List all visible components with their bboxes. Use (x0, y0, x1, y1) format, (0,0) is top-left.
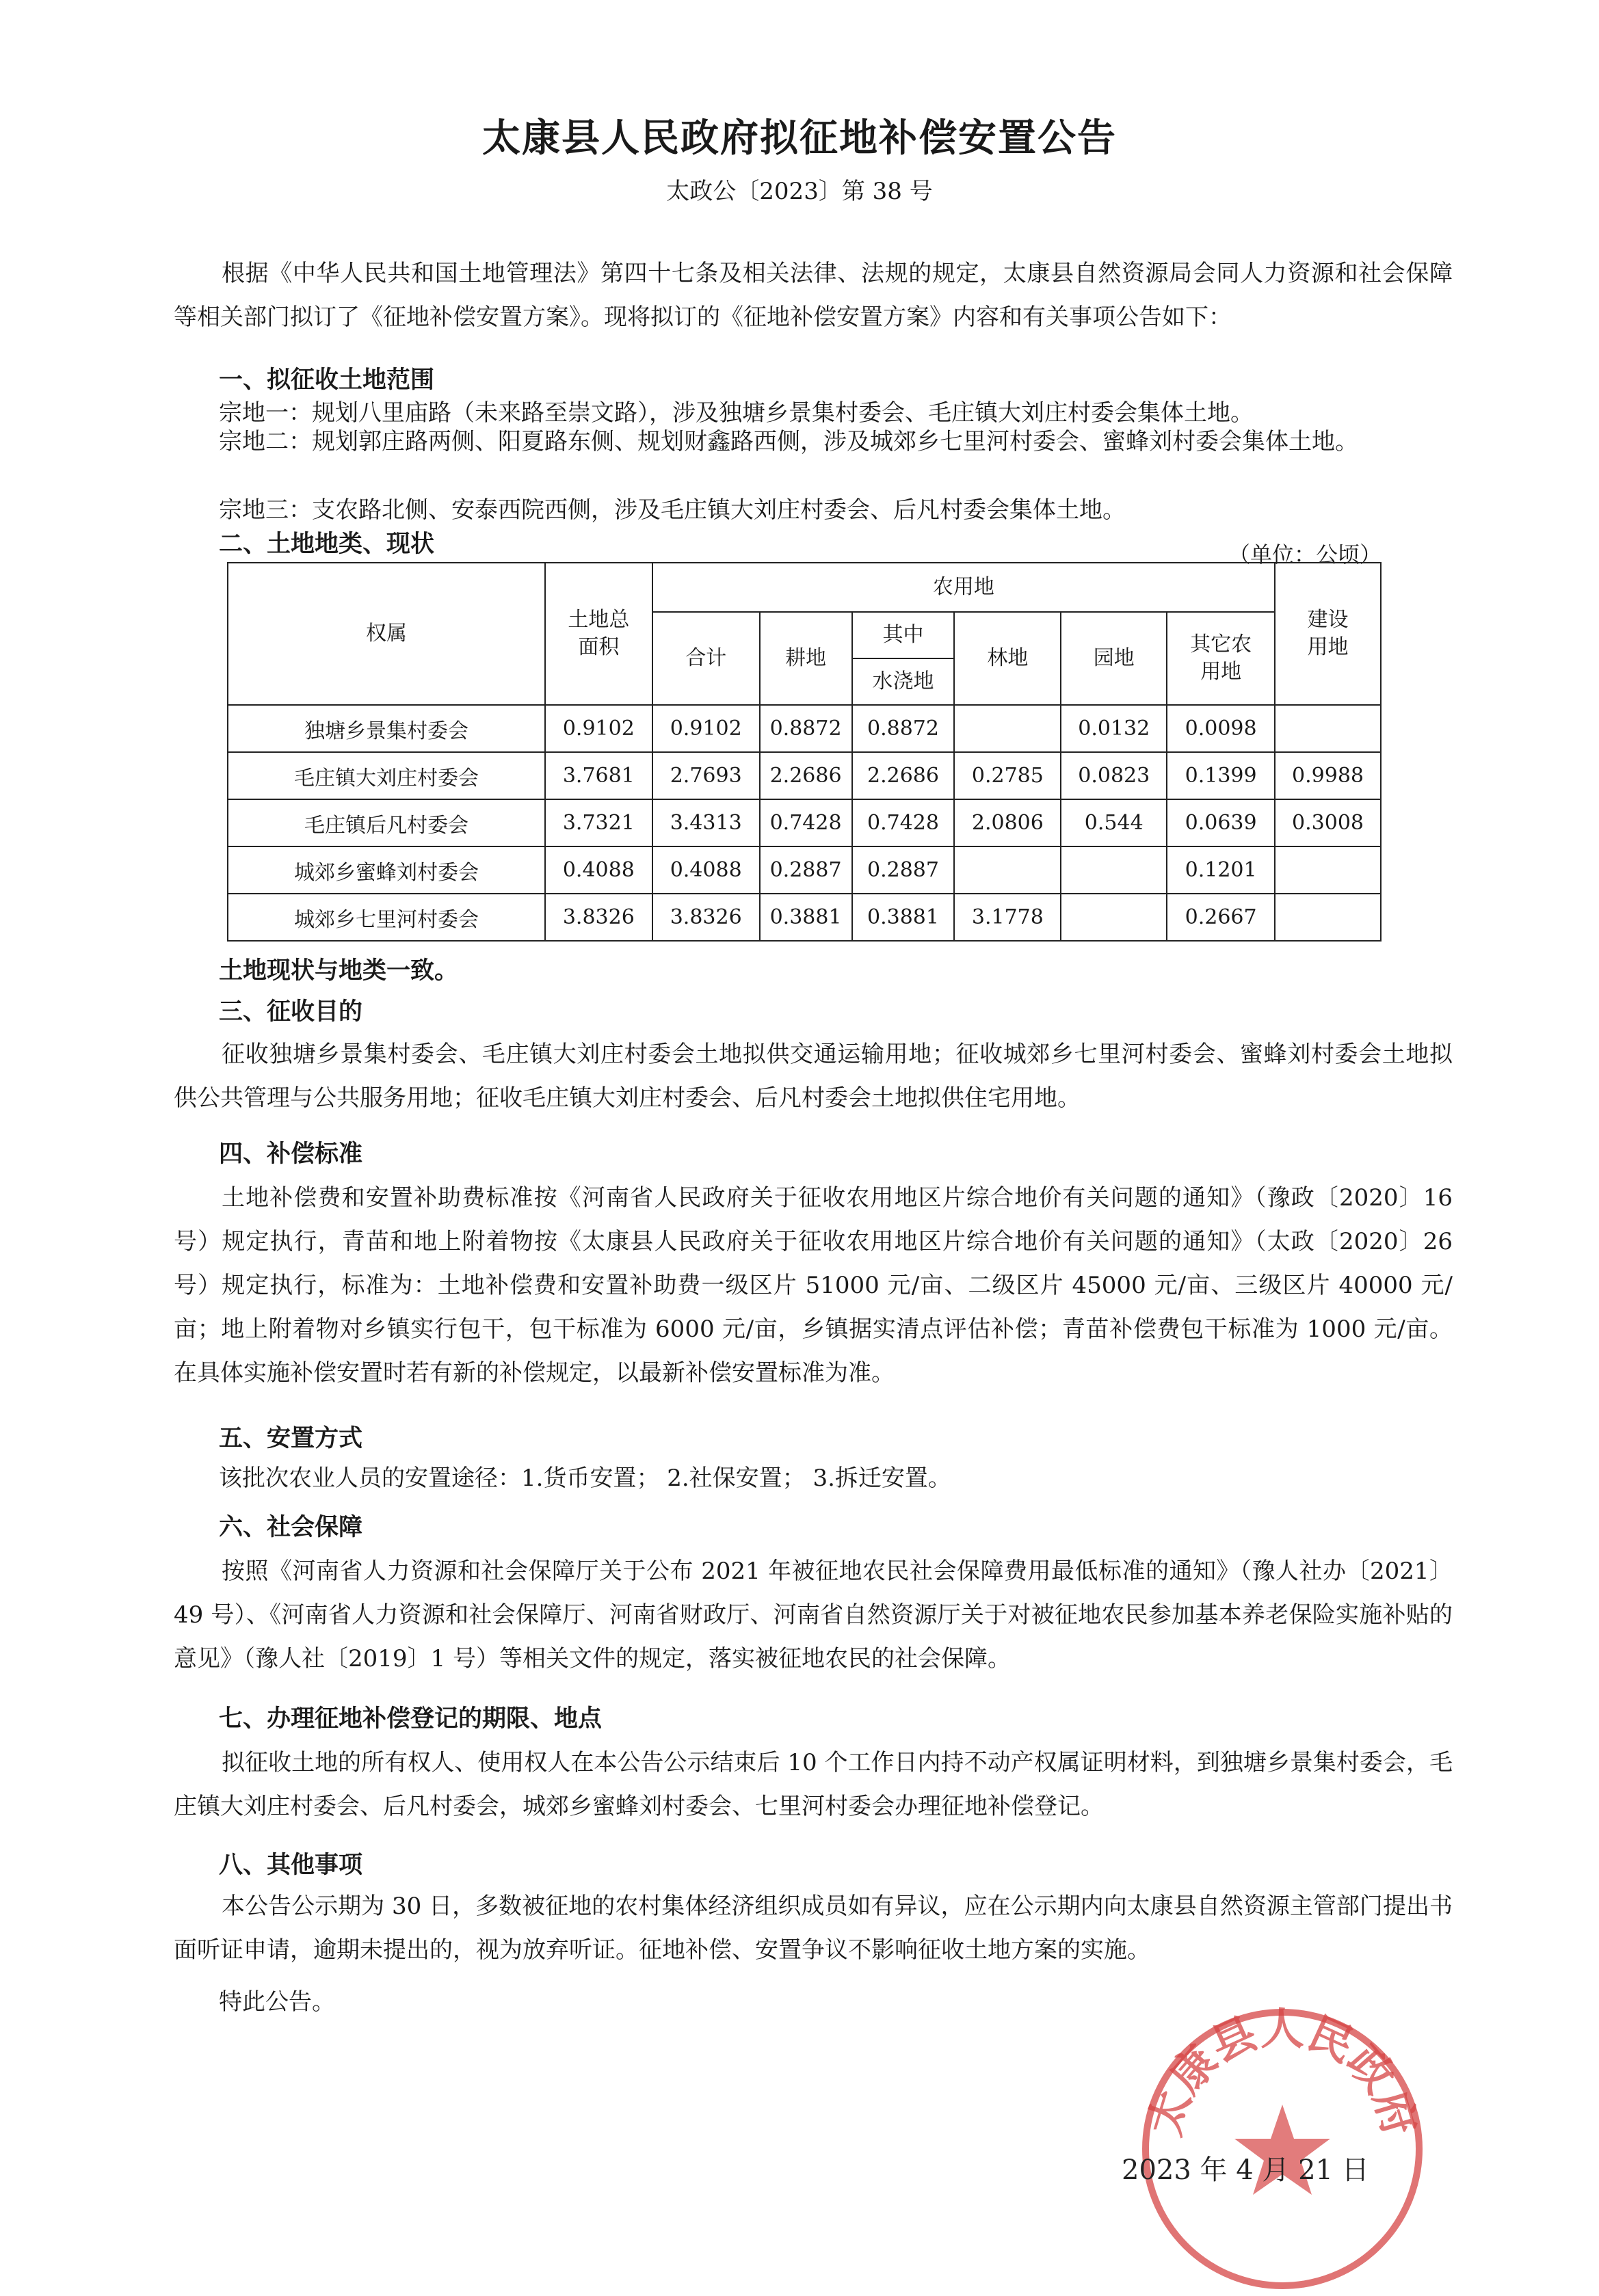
header-total-area: 土地总面积 (545, 563, 652, 705)
unit-label: （单位：公顷） (1228, 542, 1382, 568)
cell-construction: 0.9988 (1275, 752, 1381, 799)
cell-cultivated: 0.3881 (760, 894, 852, 941)
cell-irrigated: 0.2887 (852, 846, 955, 894)
section-4-text: 土地补偿费和安置补助费标准按《河南省人民政府关于征收农用地区片综合地价有关问题的通知》（豫政〔2020〕16 号）规定执行，青苗和地上附着物按《太康县人民政府关于征收农用地区片综合地价有关问题的通知》（太政〔2020〕26 号）规定执行，标准为：土地补偿费和安置补助费一级区片 51000 元/亩、二级区片 45000 元/亩、三级区片 40000 元/亩；地上附着物对乡镇实行包干，包干标准为 6000 元/亩，乡镇据实清点评估补偿；青苗补偿费包干标准为 1000 元/亩。在具体实施补偿安置时若有新的补偿规定，以最新补偿安置标准为准。 (174, 1184, 1453, 1387)
cell-owner: 城郊乡蜜蜂刘村委会 (228, 846, 545, 894)
cell-garden: 0.0132 (1061, 705, 1167, 752)
cell-cultivated: 0.7428 (760, 799, 852, 846)
section-3-heading: 三、征收目的 (219, 998, 363, 1026)
closing-text: 特此公告。 (219, 1988, 335, 2016)
section-3-text: 征收独塘乡景集村委会、毛庄镇大刘庄村委会土地拟供交通运输用地；征收城郊乡七里河村委会、蜜蜂刘村委会土地拟供公共管理与公共服务用地；征收毛庄镇大刘庄村委会、后凡村委会土地拟供住宅用地。 (174, 1041, 1453, 1112)
section-6-text: 按照《河南省人力资源和社会保障厅关于公布 2021 年被征地农民社会保障费用最低标准的通知》（豫人社办〔2021〕49 号）、《河南省人力资源和社会保障厅、河南省财政厅、河南省自然资源厅关于对被征地农民参加基本养老保险实施补贴的意见》（豫人社〔2019〕1 号）等相关文件的规定，落实被征地农民的社会保障。 (174, 1558, 1453, 1672)
cell-construction (1275, 705, 1381, 752)
land-status-note: 土地现状与地类一致。 (219, 957, 459, 985)
section-5-heading: 五、安置方式 (219, 1425, 363, 1452)
cell-forest: 2.0806 (954, 799, 1061, 846)
table-row (228, 846, 1381, 894)
section-6-heading: 六、社会保障 (219, 1514, 363, 1541)
intro-paragraph: 根据《中华人民共和国土地管理法》第四十七条及相关法律、法规的规定，太康县自然资源局会同人力资源和社会保障等相关部门拟订了《征地补偿安置方案》。现将拟订的《征地补偿安置方案》内容和有关事项公告如下： (174, 260, 1453, 331)
table-row (228, 705, 1381, 752)
cell-sum: 3.8326 (652, 894, 760, 941)
page-title: 太康县人民政府拟征地补偿安置公告 (482, 116, 1117, 161)
header-sum: 合计 (652, 612, 760, 705)
cell-sum: 0.9102 (652, 705, 760, 752)
section-1-heading: 一、拟征收土地范围 (219, 366, 435, 394)
section-2-heading: 二、土地地类、现状 (219, 531, 435, 558)
cell-irrigated: 2.2686 (852, 752, 955, 799)
cell-garden: 0.0823 (1061, 752, 1167, 799)
parcel-1: 宗地一：规划八里庙路（未来路至崇文路），涉及独塘乡景集村委会、毛庄镇大刘庄村委会集体土地。 (219, 399, 1254, 427)
cell-sum: 2.7693 (652, 752, 760, 799)
section-4-heading: 四、补偿标准 (219, 1140, 363, 1168)
cell-owner: 独塘乡景集村委会 (228, 705, 545, 752)
header-ownership: 权属 (228, 563, 545, 705)
cell-owner: 毛庄镇后凡村委会 (228, 799, 545, 846)
section-7-heading: 七、办理征地补偿登记的期限、地点 (219, 1705, 603, 1733)
header-forest: 林地 (954, 612, 1061, 705)
cell-forest (954, 846, 1061, 894)
cell-total: 3.7321 (545, 799, 652, 846)
table-row (228, 894, 1381, 941)
header-garden: 园地 (1061, 612, 1167, 705)
cell-total: 0.9102 (545, 705, 652, 752)
cell-other: 0.0098 (1167, 705, 1275, 752)
header-other-agri: 其它农用地 (1167, 612, 1275, 705)
cell-forest: 0.2785 (954, 752, 1061, 799)
land-table (227, 562, 1382, 942)
svg-text:太康县人民政府: 太康县人民政府 (1139, 2004, 1425, 2141)
table-row (228, 799, 1381, 846)
section-8-heading: 八、其他事项 (219, 1852, 363, 1879)
cell-total: 3.8326 (545, 894, 652, 941)
cell-forest (954, 705, 1061, 752)
section-8-text: 本公告公示期为 30 日，多数被征地的农村集体经济组织成员如有异议，应在公示期内向太康县自然资源主管部门提出书面听证申请，逾期未提出的，视为放弃听证。征地补偿、安置争议不影响征收土地方案的实施。 (174, 1893, 1453, 1964)
header-irrigated: 水浇地 (852, 658, 955, 705)
cell-sum: 3.4313 (652, 799, 760, 846)
section-7-text: 拟征收土地的所有权人、使用权人在本公告公示结束后 10 个工作日内持不动产权属证明材料，到独塘乡景集村委会，毛庄镇大刘庄村委会、后凡村委会，城郊乡蜜蜂刘村委会、七里河村委会办理征地补偿登记。 (174, 1749, 1453, 1820)
cell-other: 0.1399 (1167, 752, 1275, 799)
cell-garden (1061, 846, 1167, 894)
cell-other: 0.2667 (1167, 894, 1275, 941)
header-construction-land: 建设用地 (1275, 563, 1381, 705)
header-agricultural-land: 农用地 (652, 563, 1275, 612)
cell-construction (1275, 846, 1381, 894)
cell-irrigated: 0.8872 (852, 705, 955, 752)
cell-owner: 毛庄镇大刘庄村委会 (228, 752, 545, 799)
parcel-3: 宗地三：支农路北侧、安泰西院西侧，涉及毛庄镇大刘庄村委会、后凡村委会集体土地。 (219, 496, 1126, 524)
cell-cultivated: 0.2887 (760, 846, 852, 894)
cell-irrigated: 0.7428 (852, 799, 955, 846)
cell-garden (1061, 894, 1167, 941)
cell-construction: 0.3008 (1275, 799, 1381, 846)
cell-forest: 3.1778 (954, 894, 1061, 941)
cell-irrigated: 0.3881 (852, 894, 955, 941)
table-row (228, 752, 1381, 799)
header-cultivated: 耕地 (760, 612, 852, 705)
cell-construction (1275, 894, 1381, 941)
document-number: 太政公〔2023〕第 38 号 (666, 178, 933, 205)
header-of-which: 其中 (852, 612, 955, 658)
cell-owner: 城郊乡七里河村委会 (228, 894, 545, 941)
cell-garden: 0.544 (1061, 799, 1167, 846)
cell-other: 0.0639 (1167, 799, 1275, 846)
cell-total: 0.4088 (545, 846, 652, 894)
parcel-2: 宗地二：规划郭庄路两侧、阳夏路东侧、规划财鑫路西侧，涉及城郊乡七里河村委会、蜜蜂刘村委会集体土地。 (219, 428, 1358, 455)
cell-sum: 0.4088 (652, 846, 760, 894)
cell-cultivated: 0.8872 (760, 705, 852, 752)
cell-other: 0.1201 (1167, 846, 1275, 894)
cell-cultivated: 2.2686 (760, 752, 852, 799)
cell-total: 3.7681 (545, 752, 652, 799)
section-5-text: 该批次农业人员的安置途径：1.货币安置； 2.社保安置； 3.拆迁安置。 (219, 1465, 951, 1492)
issue-date: 2023 年 4 月 21 日 (1122, 2154, 1369, 2186)
